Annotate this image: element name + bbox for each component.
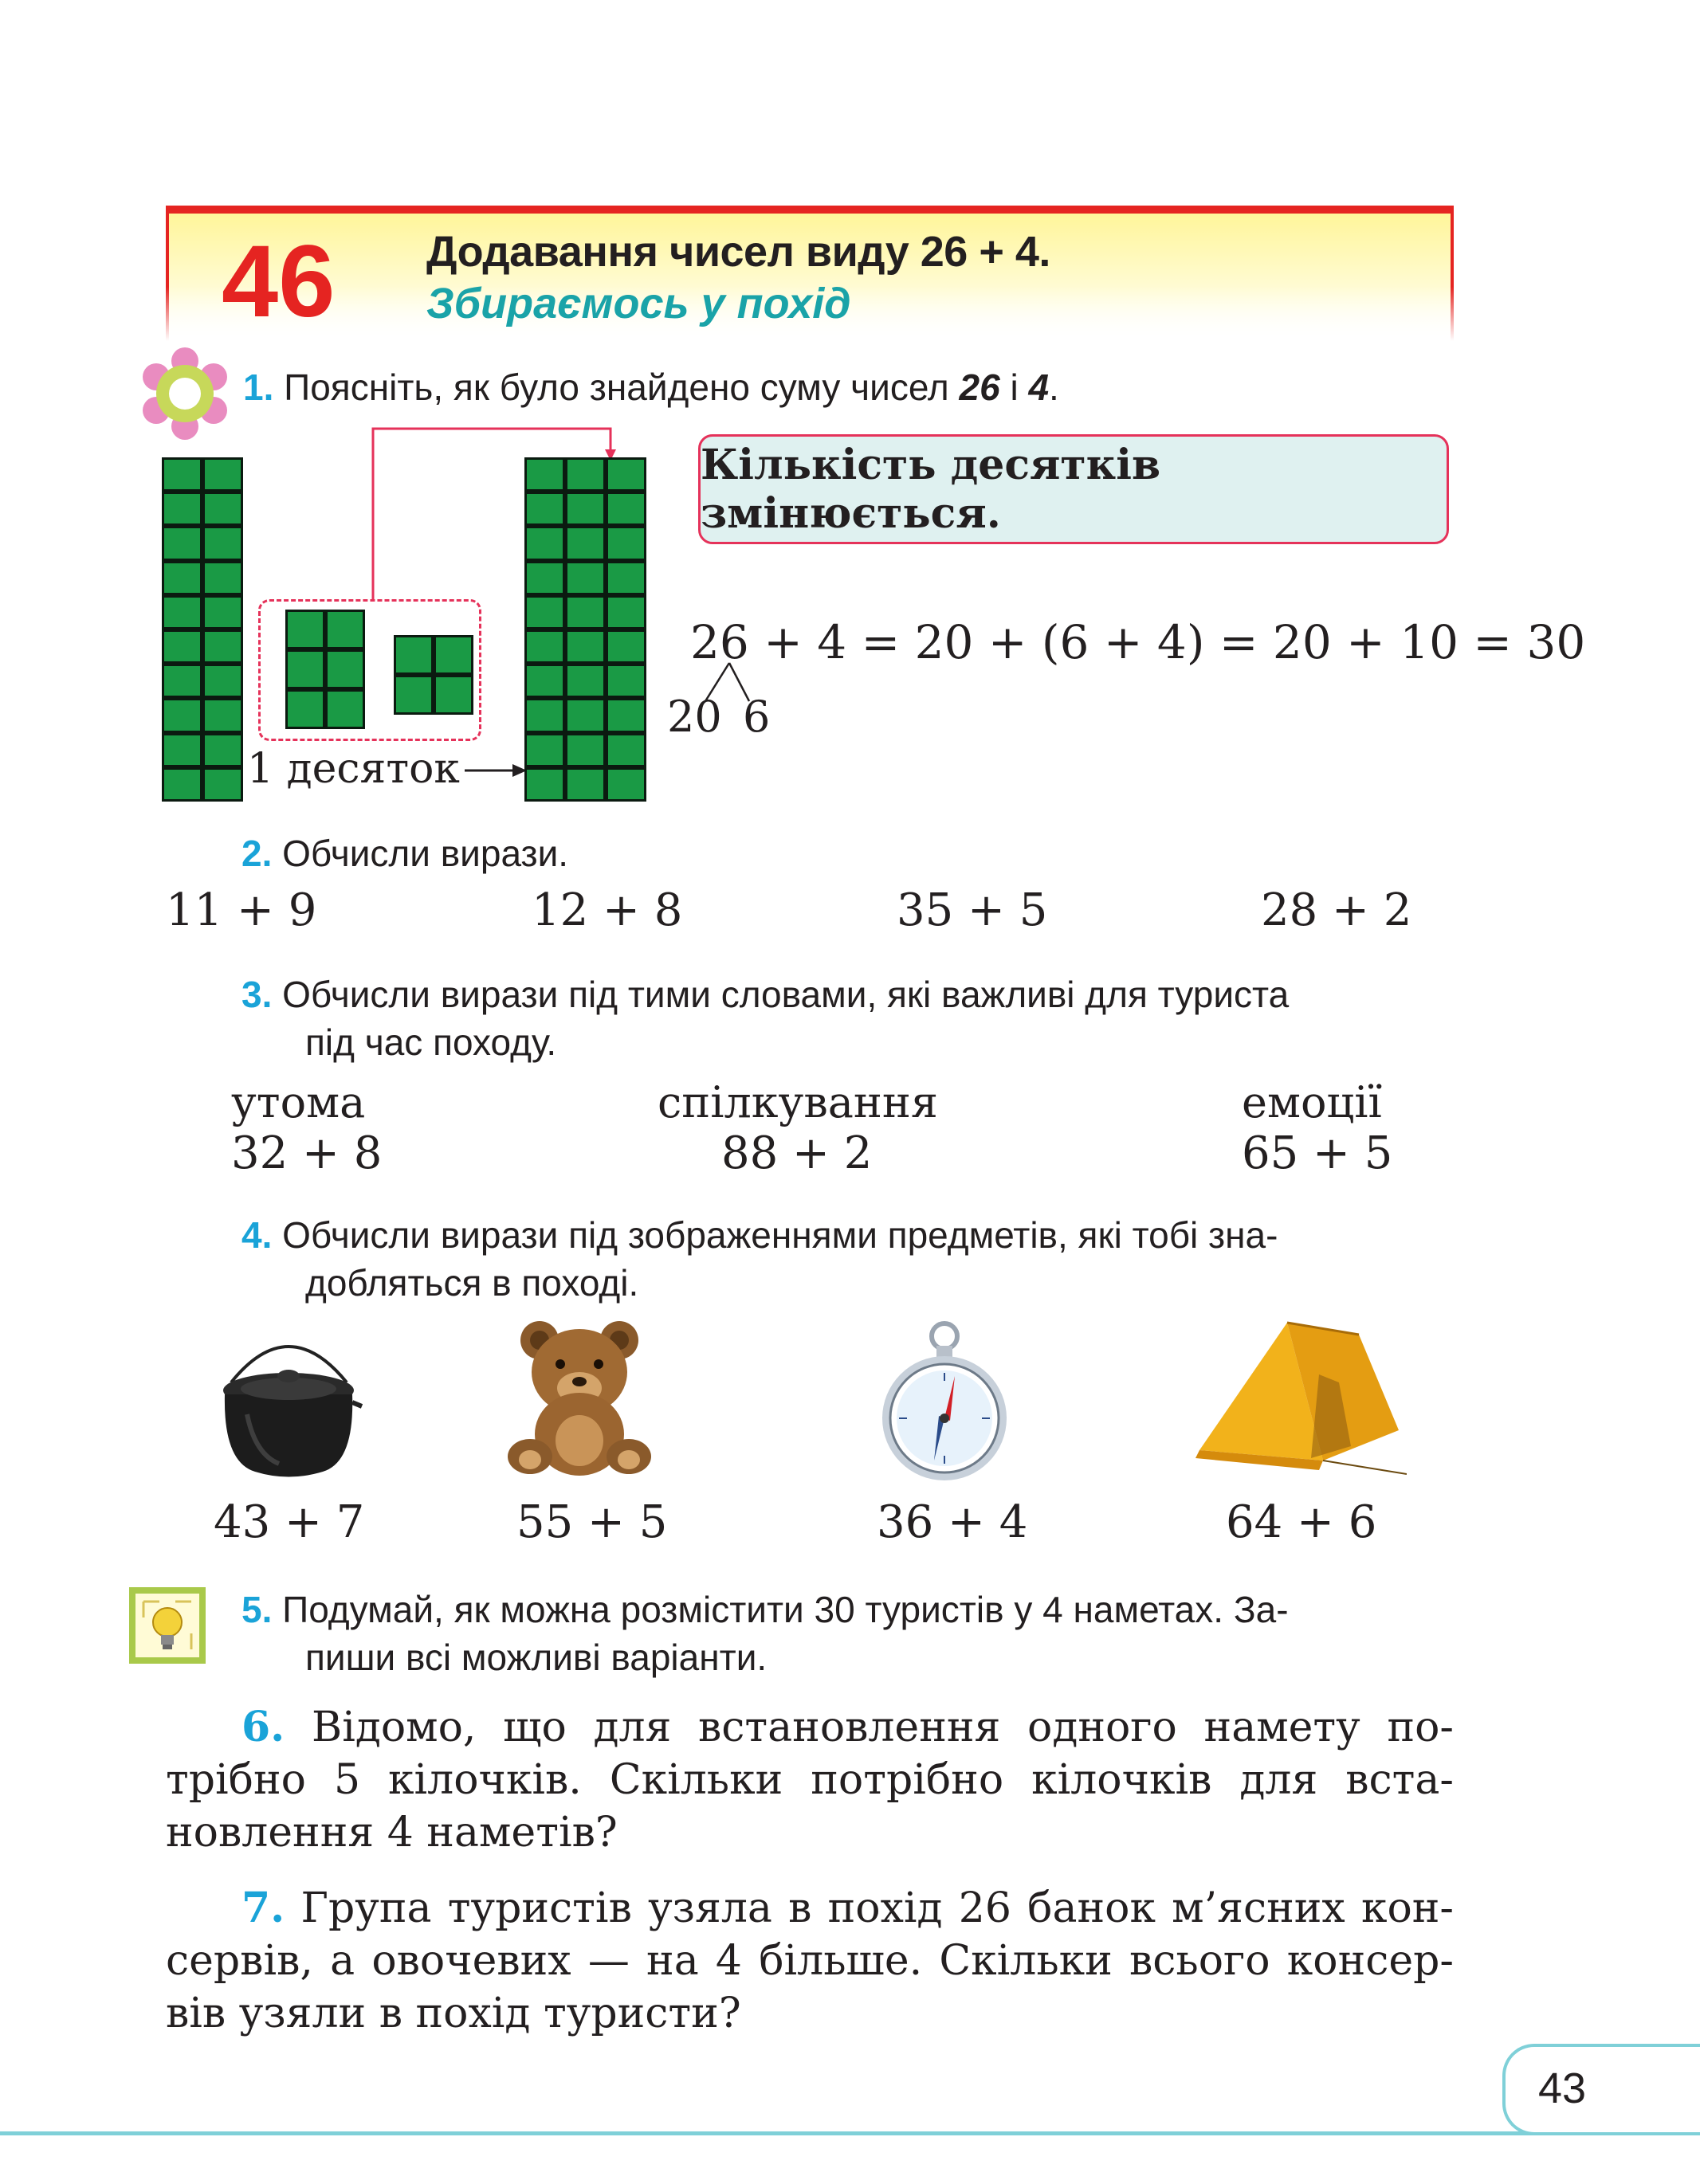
task-4-text xyxy=(241,1211,1278,1307)
block-cell xyxy=(162,561,202,595)
split-left: 20 xyxy=(667,692,722,742)
task-3-expr-1: 32 + 8 xyxy=(231,1127,383,1179)
task-1-text-a: Поясніть, як було знайдено суму чисел xyxy=(284,367,960,408)
block-cell xyxy=(162,767,202,802)
block-cell xyxy=(565,733,606,767)
block-cell xyxy=(285,689,325,729)
pot-icon xyxy=(215,1327,363,1482)
task-1-number: 1. xyxy=(243,367,274,408)
task-4-number: 4. xyxy=(241,1214,273,1256)
task-7-text xyxy=(166,1882,1454,2040)
lesson-subtitle: Збираємось у похід xyxy=(426,280,851,327)
task-1-number-b: 4 xyxy=(1028,367,1050,408)
task-3-word-3: емоції xyxy=(1242,1077,1382,1127)
block-cell xyxy=(162,457,202,492)
block-cell xyxy=(606,767,646,802)
block-cell xyxy=(325,610,365,649)
task-3-word-1: утома xyxy=(231,1077,366,1127)
block-cell xyxy=(202,733,243,767)
block-cell xyxy=(606,595,646,629)
block-cell xyxy=(565,457,606,492)
task-6-number: 6. xyxy=(241,1703,285,1751)
block-cell xyxy=(394,635,434,675)
task-7-line-1 xyxy=(166,1882,1454,1935)
task-3-text xyxy=(241,970,1289,1066)
block-cell xyxy=(285,649,325,689)
block-cell xyxy=(394,675,434,715)
task-1-text xyxy=(243,363,1059,411)
task-2-text xyxy=(241,829,568,877)
task-3-expr-2: 88 + 2 xyxy=(721,1127,873,1179)
block-cell xyxy=(162,733,202,767)
tens-rods-left xyxy=(162,457,243,802)
block-cell xyxy=(606,457,646,492)
teddy-bear-icon xyxy=(506,1315,654,1482)
block-cell xyxy=(202,595,243,629)
task-6-line-1 xyxy=(166,1701,1454,1754)
task-4-line-2: добляться в поході. xyxy=(305,1262,639,1304)
four-units-block xyxy=(394,635,473,715)
block-cell xyxy=(565,492,606,526)
block-cell xyxy=(524,595,565,629)
block-cell xyxy=(524,526,565,560)
task-3-word-2: спілкування xyxy=(658,1077,938,1127)
block-cell xyxy=(524,664,565,698)
task-4-expr-3: 36 + 4 xyxy=(877,1496,1028,1548)
block-cell xyxy=(202,767,243,802)
task-2-expr-1: 11 + 9 xyxy=(166,884,317,936)
split-right: 6 xyxy=(743,692,771,742)
task-7-line-2: сервів, а овочевих — на 4 більше. Скільки всього консер- xyxy=(166,1937,1454,1985)
task-2-label: Обчисли вирази. xyxy=(282,833,569,874)
block-cell xyxy=(565,629,606,664)
flower-icon xyxy=(137,347,233,441)
task-2-number: 2. xyxy=(241,833,273,874)
block-cell xyxy=(524,698,565,732)
block-cell xyxy=(202,698,243,732)
block-cell xyxy=(202,526,243,560)
task-3-line-1: Обчисли вирази під тими словами, які важливі для туриста xyxy=(282,974,1290,1015)
task-6-text xyxy=(166,1701,1454,1859)
task-5-text xyxy=(241,1586,1289,1681)
block-cell xyxy=(202,457,243,492)
task-4-expr-1: 43 + 7 xyxy=(214,1496,365,1548)
block-cell xyxy=(524,767,565,802)
block-cell xyxy=(202,664,243,698)
block-cell xyxy=(606,733,646,767)
block-cell xyxy=(606,561,646,595)
tens-rods-right xyxy=(524,457,646,802)
block-cell xyxy=(606,664,646,698)
page-number-tab xyxy=(1502,2044,1700,2135)
task-1-text-c: . xyxy=(1049,367,1059,408)
six-units-block xyxy=(285,610,365,729)
task-6-line-2: трібно 5 кілочків. Скільки потрібно кілочків для вста- xyxy=(166,1756,1454,1804)
block-cell xyxy=(162,526,202,560)
block-cell xyxy=(434,635,473,675)
lightbulb-puzzle-icon xyxy=(128,1586,207,1665)
task-2-expr-3: 35 + 5 xyxy=(897,884,1048,936)
block-cell xyxy=(524,457,565,492)
block-cell xyxy=(524,561,565,595)
lesson-title: Додавання чисел виду 26 + 4. xyxy=(426,228,1050,276)
decade-label: 1 десяток xyxy=(247,745,460,793)
task-2-expr-2: 12 + 8 xyxy=(532,884,683,936)
block-cell xyxy=(606,526,646,560)
decade-arrow-icon xyxy=(465,759,528,782)
block-cell xyxy=(162,629,202,664)
block-cell xyxy=(524,733,565,767)
block-cell xyxy=(524,629,565,664)
task-5-number: 5. xyxy=(241,1589,273,1630)
block-cell xyxy=(524,492,565,526)
task-2-expr-4: 28 + 2 xyxy=(1261,884,1412,936)
lesson-number: 46 xyxy=(222,225,336,339)
task-1-text-b: і xyxy=(999,367,1029,408)
task-3-line-2: під час походу. xyxy=(305,1021,557,1063)
block-cell xyxy=(565,698,606,732)
task-4-expr-4: 64 + 6 xyxy=(1226,1496,1377,1548)
block-cell xyxy=(202,561,243,595)
task-6-line-3: новлення 4 наметів? xyxy=(166,1809,618,1857)
block-cell xyxy=(162,664,202,698)
task-4-line-1: Обчисли вирази під зображеннями предметів, які тобі зна- xyxy=(282,1214,1278,1256)
bottom-rule xyxy=(0,2131,1700,2135)
block-cell xyxy=(162,595,202,629)
block-cell xyxy=(202,629,243,664)
block-cell xyxy=(565,595,606,629)
block-cell xyxy=(202,492,243,526)
task-5-line-1: Подумай, як можна розмістити 30 туристів у 4 наметах. За- xyxy=(282,1589,1289,1630)
task-1-number-a: 26 xyxy=(959,367,1000,408)
task-7-number: 7. xyxy=(241,1884,285,1932)
task-7-line-3: вів узяли в похід туристи? xyxy=(166,1990,741,2037)
task-6-line-1-text: Відомо, що для встановлення одного намету по- xyxy=(311,1704,1454,1751)
task-3-expr-3: 65 + 5 xyxy=(1242,1127,1393,1179)
block-cell xyxy=(285,610,325,649)
block-cell xyxy=(565,664,606,698)
block-cell xyxy=(606,492,646,526)
block-cell xyxy=(325,689,365,729)
block-cell xyxy=(565,526,606,560)
task-4-expr-2: 55 + 5 xyxy=(516,1496,668,1548)
task-5-line-2: пиши всі можливі варіанти. xyxy=(305,1637,768,1678)
block-cell xyxy=(434,675,473,715)
block-cell xyxy=(606,698,646,732)
tent-icon xyxy=(1192,1319,1407,1482)
block-cell xyxy=(565,561,606,595)
decomposition-equation: 26 + 4 = 20 + (6 + 4) = 20 + 10 = 30 xyxy=(690,615,1586,669)
compass-icon xyxy=(877,1319,1012,1486)
block-cell xyxy=(565,767,606,802)
block-cell xyxy=(162,698,202,732)
block-cell xyxy=(606,629,646,664)
note-box: Кількість десятків змінюється. xyxy=(698,434,1449,544)
block-cell xyxy=(325,649,365,689)
task-3-number: 3. xyxy=(241,974,273,1015)
task-7-line-1-text: Група туристів узяла в похід 26 банок м’ясних кон- xyxy=(300,1884,1454,1932)
page-number: 43 xyxy=(1538,2064,1587,2112)
block-cell xyxy=(162,492,202,526)
